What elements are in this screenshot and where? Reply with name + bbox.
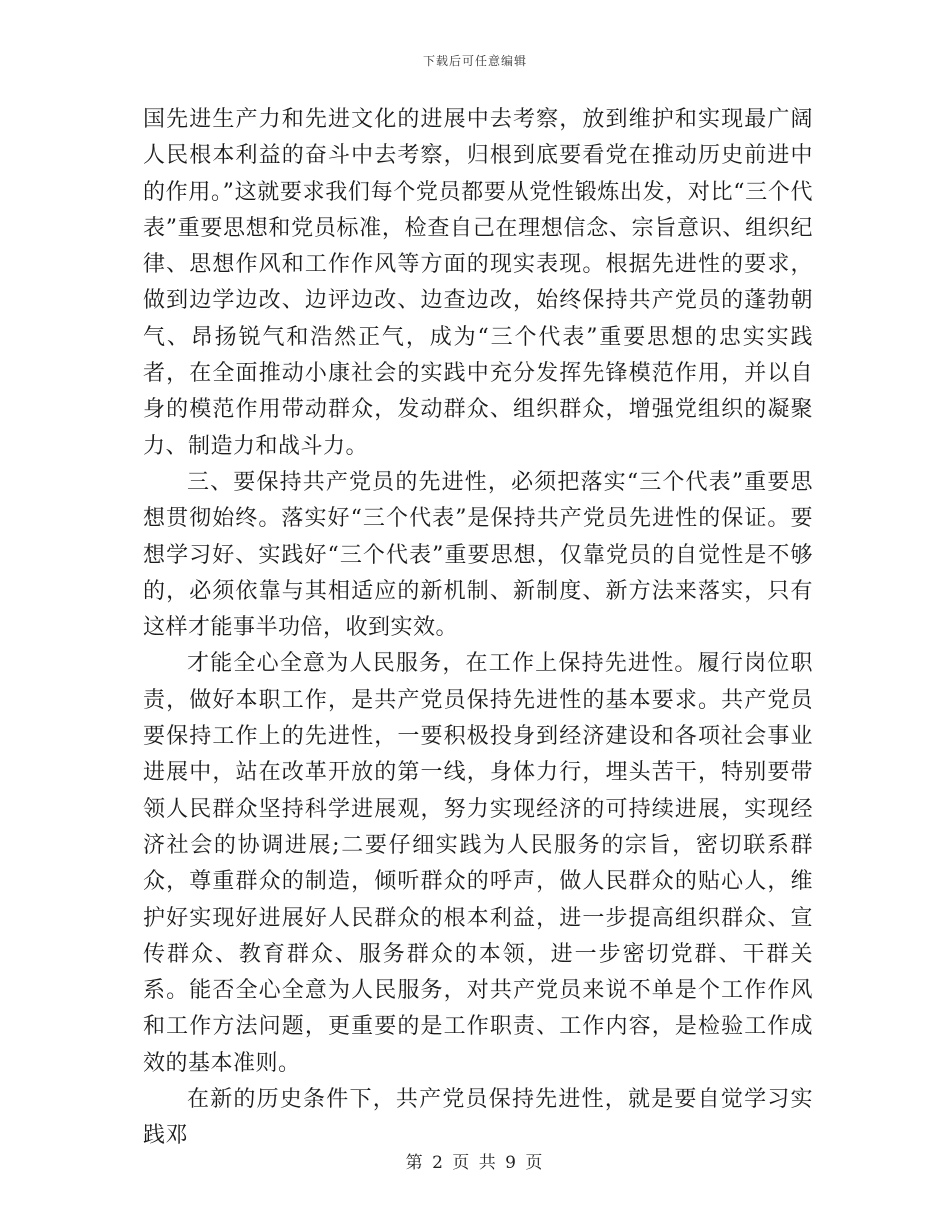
page-number-footer: 第 2 页 共 9 页 <box>405 1153 545 1173</box>
document-body <box>143 102 813 1155</box>
page-header: 下载后可任意编辑 <box>422 54 527 68</box>
paragraph-1: 国先进生产力和先进文化的进展中去考察，放到维护和实现最广阔人民根本利益的奋斗中去考察，归根到底要看党在推动历史前进中的作用。”这就要求我们每个党员都要从党性锻炼出发，对比“三个代表”重要思想和党员标准，检查自己在理想信念、宗旨意识、组织纪律、思想作风和工作作风等方面的现实表现。根据先进性的要求，做到边学边改、边评边改、边查边改，始终保持共产党员的蓬勃朝气、昂扬锐气和浩然正气，成为“三个代表”重要思想的忠实实践者，在全面推动小康社会的实践中充分发挥先锋模范作用，并以自身的模范作用带动群众，发动群众、组织群众，增强党组织的凝聚力、制造力和战斗力。 <box>143 107 813 459</box>
paragraph-3: 才能全心全意为人民服务，在工作上保持先进性。履行岗位职责，做好本职工作，是共产党员保持先进性的基本要求。共产党员要保持工作上的先进性，一要积极投身到经济建设和各项社会事业进展中，站在改革开放的第一线，身体力行，埋头苦干，特别要带领人民群众坚持科学进展观，努力实现经济的可持续进展，实现经济社会的协调进展;二要仔细实践为人民服务的宗旨，密切联系群众，尊重群众的制造，倾听群众的呼声，做人民群众的贴心人，维护好实现好进展好人民群众的根本利益，进一步提高组织群众、宣传群众、教育群众、服务群众的本领，进一步密切党群、干群关系。能否全心全意为人民服务，对共产党员来说不单是个工作作风和工作方法问题，更重要的是工作职责、工作内容，是检验工作成效的基本准则。 <box>143 651 813 1076</box>
paragraph-4: 在新的历史条件下，共产党员保持先进性，就是要自觉学习实践邓 <box>143 1087 813 1149</box>
paragraph-2: 三、要保持共产党员的先进性，必须把落实“三个代表”重要思想贯彻始终。落实好“三个代表”是保持共产党员先进性的保证。要想学习好、实践好“三个代表”重要思想，仅靠党员的自觉性是不够的，必须依靠与其相适应的新机制、新制度、新方法来落实，只有这样才能事半功倍，收到实效。 <box>143 469 813 641</box>
